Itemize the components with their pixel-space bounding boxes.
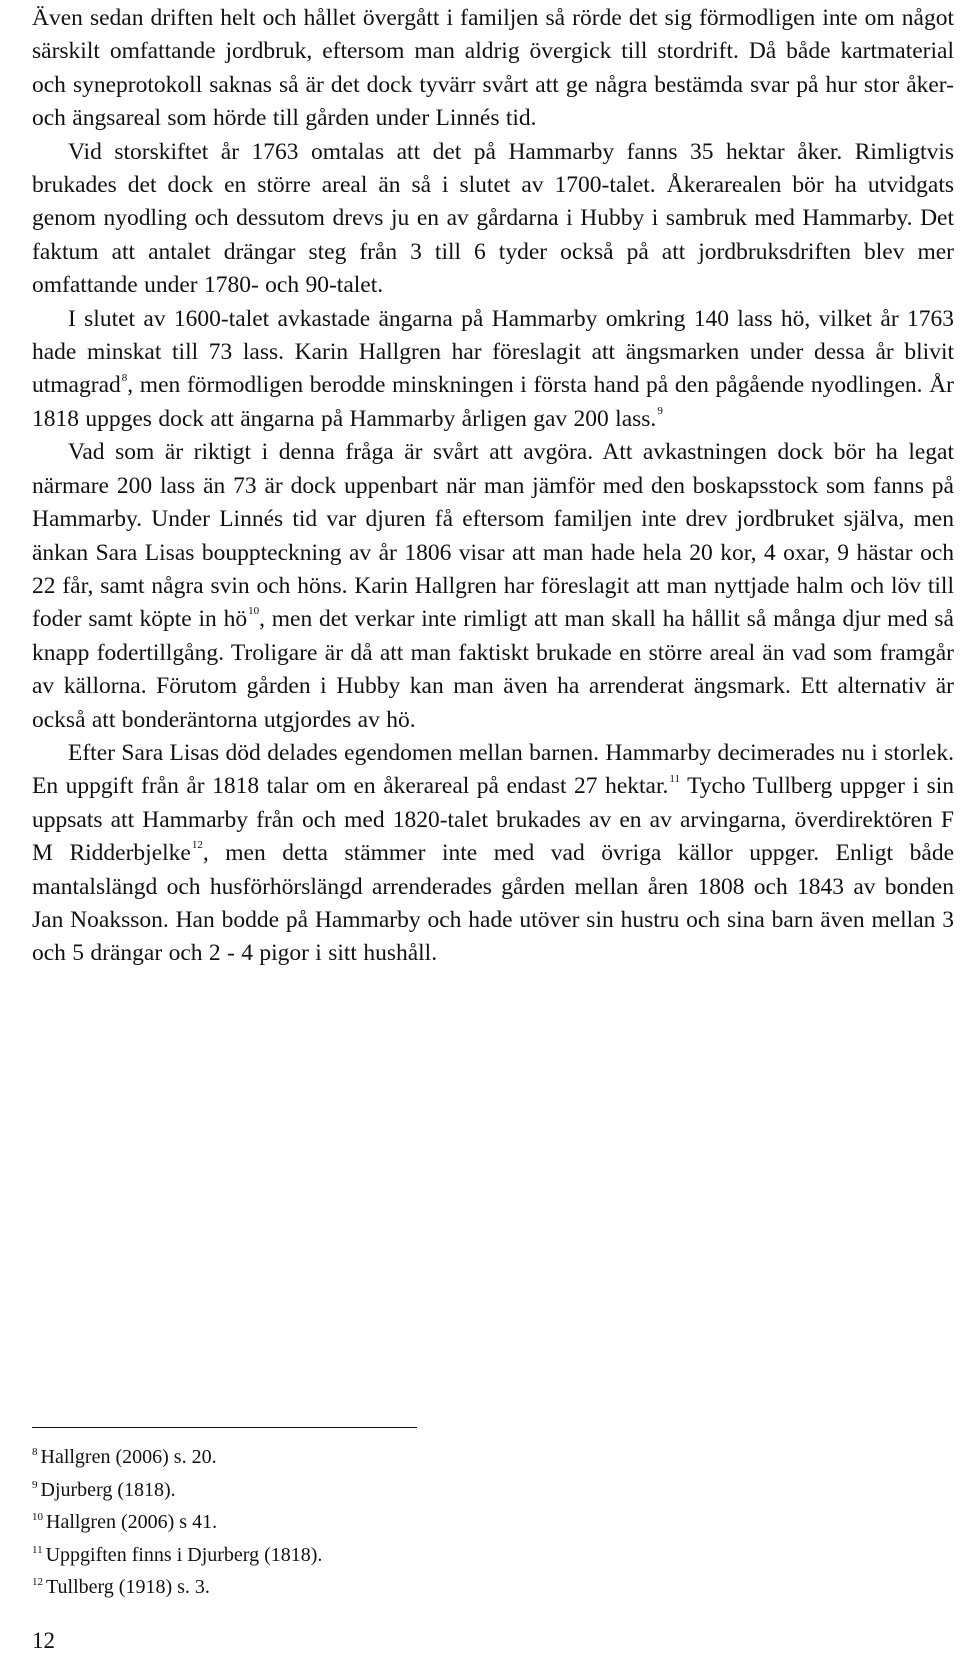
paragraph — [32, 436, 954, 737]
paragraph-text: , men detta stämmer inte med vad övriga källor uppger. Enligt både mantalslängd och husförhörslängd arrenderades gården mellan åren 1808 och 1843 av bonden Jan Noaksson. Han bodde på Hammarby och hade utöver sin hustru och sina barn även mellan 3 och 5 drängar och 2 - 4 pigor i sitt hushåll. — [32, 840, 954, 967]
footnote — [32, 1474, 732, 1507]
paragraph — [32, 303, 954, 437]
paragraph-text: Även sedan driften helt och hållet övergått i familjen så rörde det sig förmodligen inte om något särskilt omfattande jordbruk, eftersom man aldrig övergick till stordrift. Då både kartmaterial och syneprotokoll saknas så är det dock tyvärr svårt att ge några bestämda svar på hur stor åker- och ängsareal som hörde till gården under Linnés tid. — [32, 5, 954, 132]
footnote-text: Hallgren (2006) s. 20. — [40, 1446, 217, 1468]
paragraph-text: , men förmodligen berodde minskningen i första hand på den pågående nyodlingen. År 1818 uppges dock att ängarna på Hammarby årligen gav 200 lass. — [32, 372, 954, 432]
footnote-reference: 8 — [121, 371, 128, 384]
paragraph-text: Tycho Tullberg uppger i sin uppsats att Hammarby från och med 1820-talet brukades av en av arvingarna, överdirektören F M Ridderbjelke — [32, 773, 954, 867]
footnote-number: 11 — [32, 1543, 43, 1556]
footnote-number: 9 — [32, 1478, 38, 1491]
footnote-reference: 10 — [248, 605, 260, 618]
footnote-text: Tullberg (1918) s. 3. — [46, 1576, 210, 1598]
paragraph — [32, 737, 954, 971]
footnote-number: 10 — [32, 1511, 43, 1524]
footnote — [32, 1441, 732, 1474]
footnote-reference: 9 — [657, 405, 663, 418]
paragraph-text: , men det verkar inte rimligt att man skall ha hållit så många djur med så knapp fodertillgång. Troligare är då att man faktiskt brukade en större areal än vad som framgår av källorna. Förutom gården i Hubby kan man även ha arrenderat ängsmark. Ett alternativ är också att bonderäntorna utgjordes av hö. — [32, 606, 954, 733]
footnote-text: Uppgiften finns i Djurberg (1818). — [45, 1543, 323, 1566]
footnote-text: Djurberg (1818). — [40, 1478, 176, 1501]
footnotes — [32, 1441, 732, 1604]
footnote — [32, 1506, 732, 1539]
page-number: 12 — [32, 1628, 55, 1653]
paragraph — [32, 2, 954, 136]
footnote-separator — [32, 1427, 417, 1428]
paragraph — [32, 136, 954, 303]
footnote-number: 12 — [32, 1576, 43, 1589]
footnote-text: Hallgren (2006) s 41. — [46, 1511, 218, 1533]
paragraph-text: I slutet av 1600-talet avkastade ängarna på Hammarby omkring 140 lass hö, vilket år 1763 hade minskat till 73 lass. Karin Hallgren har föreslagit att ängsmarken under dessa år blivit utmagrad — [32, 305, 954, 399]
footnote — [32, 1539, 732, 1572]
paragraph-text: Vid storskiftet år 1763 omtalas att det på Hammarby fanns 35 hektar åker. Rimligtvis brukades det dock en större areal än så i slutet av 1700-talet. Åkerarealen bör ha utvidgats genom nyodling och dessutom drevs ju en av gårdarna i Hubby i sambruk med Hammarby. Det faktum att antalet drängar steg från 3 till 6 tyder också på att jordbruksdriften blev mer omfattande under 1780- och 90-talet. — [32, 138, 954, 299]
footnote-number: 8 — [32, 1446, 38, 1459]
paragraph-text: Efter Sara Lisas död delades egendomen mellan barnen. Hammarby decimerades nu i storlek. En uppgift från år 1818 talar om en åkerareal på endast 27 hektar. — [32, 739, 954, 800]
footnote-reference: 12 — [191, 839, 203, 852]
footnote-reference: 11 — [669, 772, 680, 785]
body-text — [32, 2, 954, 971]
paragraph-text: Vad som är riktigt i denna fråga är svårt att avgöra. Att avkastningen dock bör ha legat närmare 200 lass än 73 är dock uppenbart när man jämför med den boskapsstock som fanns på Hammarby. Under Linnés tid var djuren få eftersom familjen inte drev jordbruket själva, men änkan Sara Lisas bouppteckning av år 1806 visar att man hade hela 20 kor, 4 oxar, 9 hästar och 22 får, samt några svin och höns. Karin Hallgren har föreslagit att man nyttjade halm och löv till foder samt köpte in hö — [32, 439, 954, 633]
footnote — [32, 1571, 732, 1604]
